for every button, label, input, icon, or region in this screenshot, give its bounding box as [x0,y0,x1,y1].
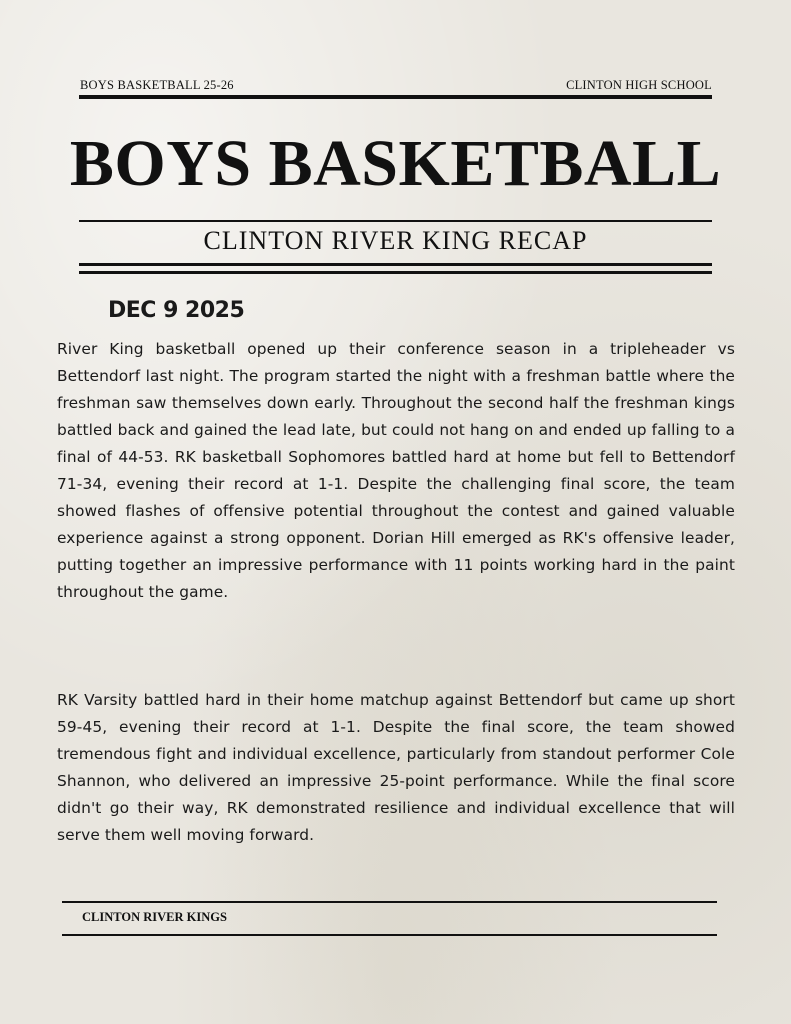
article-paragraph: RK Varsity battled hard in their home matchup against Bettendorf but came up short 59-45, evening their record at 1-1. Despite the final score, the team showed tremendous fight and individual excellence, particularly from standout performer Cole Shannon, who delivered an impressive 25-point performance. While the final score didn't go their way, RK demonstrated resilience and individual excellence that will serve them well moving forward. [57,691,735,844]
masthead-rule-double-bottom [79,271,712,274]
masthead-rule-thin [79,220,712,222]
header-school-name: CLINTON HIGH SCHOOL [566,78,712,92]
masthead-subtitle: CLINTON RIVER KING RECAP [203,226,588,255]
footer-rule-top [62,901,717,903]
masthead-title: BOYS BASKETBALL [69,127,722,200]
header-section-label: BOYS BASKETBALL 25-26 [80,78,234,92]
header-rule [79,95,712,99]
article-paragraph: River King basketball opened up their conference season in a tripleheader vs Bettendorf last night. The program started the night with a freshman battle where the freshman saw themselves down early. Throughout the second half the freshman kings battled back and gained the lead late, but could not hang on and ended up falling to a final of 44-53. RK basketball Sophomores battled hard at home but fell to Bettendorf 71-34, evening their record at 1-1. Despite the challenging final score, the team showed flashes of offensive potential throughout the contest and gained valuable experience against a strong opponent. Dorian Hill emerged as RK's offensive leader, putting together an impressive performance with 11 points working hard in the paint throughout the game. [57,340,735,601]
masthead-rule-double-top [79,263,712,266]
footer-rule-bottom [62,934,717,936]
article-date: DEC 9 2025 [108,298,245,323]
footer-label: CLINTON RIVER KINGS [82,910,227,924]
